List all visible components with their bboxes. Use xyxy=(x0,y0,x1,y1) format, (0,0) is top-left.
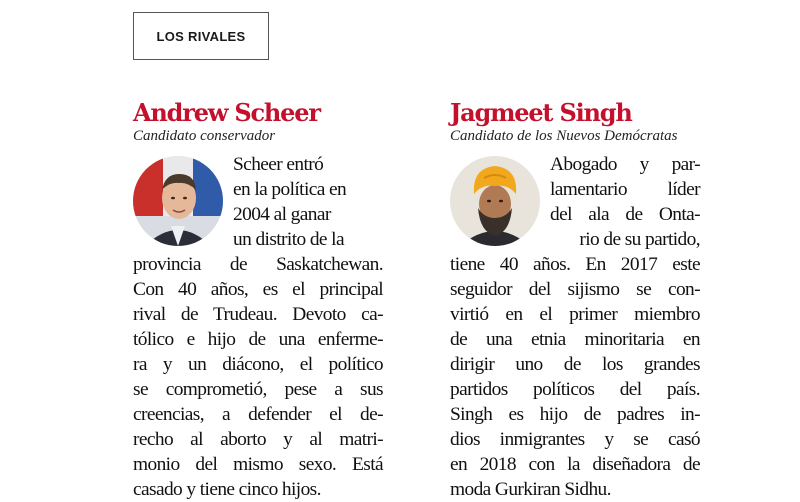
bio-line: 2004 al ganar xyxy=(233,204,331,225)
candidate-role: Candidato de los Nuevos Demócratas xyxy=(450,128,678,144)
bio-line: moda Gurkiran Sidhu. xyxy=(450,479,611,500)
candidate-name: Jagmeet Singh xyxy=(450,98,632,127)
bio-line: Abogado y par- xyxy=(550,154,700,175)
candidate-name: Andrew Scheer xyxy=(133,98,320,127)
bio-line: partidos políticos del país. xyxy=(450,379,700,400)
profile-singh xyxy=(450,98,700,500)
bio-line: de una etnia minoritaria en xyxy=(450,329,700,350)
bio-line: monio del mismo sexo. Está xyxy=(133,454,383,475)
bio-line: tiene 40 años. En 2017 este xyxy=(450,254,700,275)
bio-line: Scheer entró xyxy=(233,154,324,175)
bio-line: casado y tiene cinco hijos. xyxy=(133,479,321,500)
bio-line: virtió en el primer miembro xyxy=(450,304,700,325)
bio-line: recho al aborto y al matri- xyxy=(133,429,383,450)
candidate-bio xyxy=(450,152,700,502)
bio-line: Singh es hijo de padres in- xyxy=(450,404,700,425)
bio-line: provincia de Saskatchewan. xyxy=(133,254,383,275)
candidate-role: Candidato conservador xyxy=(133,128,276,144)
bio-line: dios inmigrantes y se casó xyxy=(450,429,700,450)
candidate-bio xyxy=(133,152,383,502)
bio-line: dirigir uno de los grandes xyxy=(450,354,700,375)
bio-line: tólico e hijo de una enferme- xyxy=(133,329,383,350)
bio-line: en la política en xyxy=(233,179,347,200)
section-label-box xyxy=(133,12,269,60)
profile-scheer xyxy=(133,98,383,500)
bio-line: Con 40 años, es el principal xyxy=(133,279,383,300)
bio-line: creencias, a defender el de- xyxy=(133,404,383,425)
bio-line: rival de Trudeau. Devoto ca- xyxy=(133,304,383,325)
section-label: LOS RIVALES xyxy=(156,28,246,44)
bio-line: seguidor del sijismo se con- xyxy=(450,279,700,300)
bio-line: del ala de Onta- xyxy=(550,204,700,225)
bio-line: se comprometió, pese a sus xyxy=(133,379,383,400)
bio-line: lamentario líder xyxy=(550,179,700,200)
bio-line: ra y un diácono, el político xyxy=(133,354,383,375)
bio-line: en 2018 con la diseñadora de xyxy=(450,454,700,475)
bio-line: un distrito de la xyxy=(233,229,344,250)
bio-line: rio de su partido, xyxy=(579,229,700,250)
